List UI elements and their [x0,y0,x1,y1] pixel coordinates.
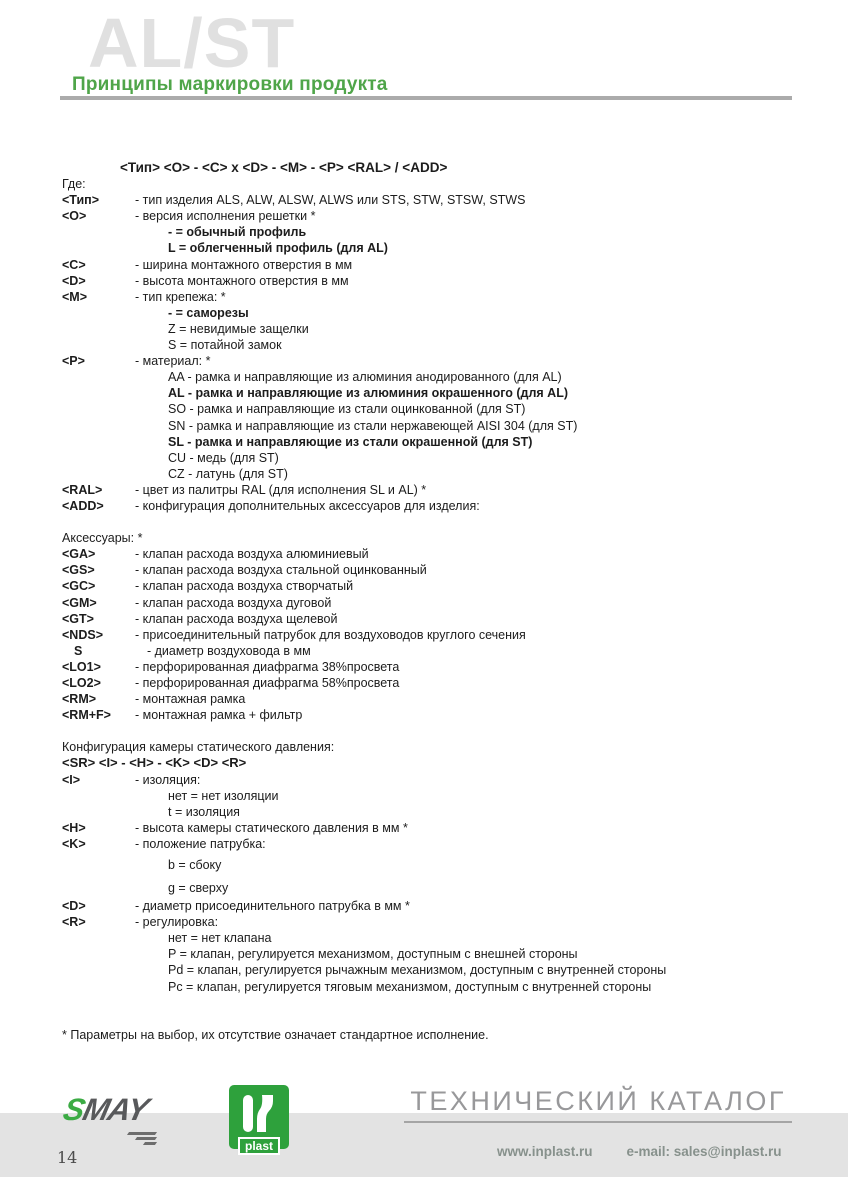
param-description: - высота монтажного отверстия в мм [135,273,349,288]
param-description: - перфорированная диафрагма 58%просвета [135,676,400,690]
text-line: AA - рамка и направляющие из алюминия анодированного (для AL) [168,370,562,385]
text-line: t = изоляция [168,804,240,819]
param-tag: <RM> [62,692,97,707]
definition-row [62,482,807,498]
param-description: - клапан расхода воздуха щелевой [135,611,338,626]
text-line: CZ - латунь (для ST) [168,466,288,481]
definition-row [62,273,807,289]
definition-row [62,691,807,707]
smay-logo [60,1094,150,1125]
definition-row [62,707,807,723]
param-tag: <GM> [62,595,97,610]
plast-logo [229,1085,289,1153]
definition-row [62,289,807,305]
definition-row [62,627,807,643]
definition-row [62,914,807,930]
definition-row [62,498,807,514]
text-line: Где: [62,177,86,192]
param-description: - положение патрубка: [135,836,266,851]
param-description: - ширина монтажного отверстия в мм [135,257,353,272]
text-line: Pc = клапан, регулируется тяговым механизмом, доступным с внутренней стороны [168,979,652,994]
param-description: - конфигурация дополнительных аксессуаров для изделия: [135,498,480,513]
text-line: L = облегченный профиль (для AL) [168,241,388,256]
definition-row [62,659,807,675]
definition-row [62,353,807,369]
page-number: 14 [57,1148,78,1167]
text-line: SL - рамка и направляющие из стали окрашенной (для ST) [168,434,533,449]
text-line: Аксессуары: * [62,531,143,546]
blank-line [62,723,807,739]
text-line: - = обычный профиль [168,225,307,240]
text-line: Pd = клапан, регулируется рычажным механизмом, доступным с внутренней стороны [168,963,667,978]
param-tag: <I> [62,772,81,787]
param-tag: <GT> [62,611,94,626]
marking-formula: <Тип> <O> - <C> x <D> - <M> - <P> <RAL> / <ADD> [120,160,448,175]
definition-row [62,898,807,914]
text-line: * Параметры на выбор, их отсутствие означает стандартное исполнение. [62,1027,489,1042]
definition-row [62,208,807,224]
definition-row [62,192,807,208]
watermark: AL/ST [88,4,296,82]
param-tag: <LO1> [62,659,101,674]
text-line: Конфигурация камеры статического давления: [62,740,335,755]
param-tag: <K> [62,836,86,851]
blank-line [62,514,807,530]
definition-row [62,611,807,627]
text-line: S = потайной замок [168,338,282,353]
definition-row [62,595,807,611]
header-rule [60,96,792,100]
marking-formula: <SR> <I> - <H> - <K> <D> <R> [62,755,247,771]
text-line: AL - рамка и направляющие из алюминия окрашенного (для AL) [168,386,569,401]
param-description: - перфорированная диафрагма 38%просвета [135,659,400,674]
param-tag: <O> [62,209,87,224]
text-line: b = сбоку [168,858,222,873]
definition-row [62,772,807,788]
text-line: Z = невидимые защелки [168,321,309,336]
param-description: - присоединительный патрубок для воздуховодов круглого сечения [135,627,526,642]
param-tag: <D> [62,273,86,288]
catalog-title: ТЕХНИЧЕСКИЙ КАТАЛОГ [404,1086,792,1123]
param-tag: <ADD> [62,498,104,513]
definition-row [62,578,807,594]
param-tag: <GS> [62,563,95,578]
definition-row [62,836,807,852]
website-link[interactable]: www.inplast.ru [497,1144,593,1159]
param-tag: <RM+F> [62,708,111,723]
param-tag: <RAL> [62,482,103,497]
email-link[interactable]: e-mail: sales@inplast.ru [626,1144,782,1159]
param-description: - высота камеры статического давления в мм * [135,820,408,835]
definition-list [62,160,807,1043]
text-line: нет = нет изоляции [168,788,279,803]
param-description: - клапан расхода воздуха стальной оцинкованный [135,563,427,578]
plast-logo-label: plast [238,1137,280,1155]
param-tag: <R> [62,915,86,930]
smay-speed-lines-icon [128,1130,156,1145]
param-description: - клапан расхода воздуха дуговой [135,595,332,610]
definition-row [62,643,807,659]
param-description: - клапан расхода воздуха створчатый [135,579,354,594]
definition-row [62,675,807,691]
footer-links [497,1144,781,1159]
param-tag: <C> [62,257,86,272]
definition-row [62,546,807,562]
smay-logo-may: MAY [79,1092,152,1127]
blank-line [62,995,807,1011]
page-title: Принципы маркировки продукта [72,74,388,95]
param-tag: <M> [62,289,88,304]
text-line: g = сверху [168,881,229,896]
param-tag: <LO2> [62,676,101,690]
param-tag: <NDS> [62,627,103,642]
param-tag: S [74,643,83,658]
text-line: CU - медь (для ST) [168,450,279,465]
definition-row [62,562,807,578]
definition-row [62,820,807,836]
definition-row [62,257,807,273]
text-line: нет = нет клапана [168,931,272,946]
param-description: - клапан расхода воздуха алюминиевый [135,547,369,562]
text-line: - = саморезы [168,305,249,320]
param-tag: <GA> [62,547,96,562]
param-description: - цвет из палитры RAL (для исполнения SL и AL) * [135,482,427,497]
smay-logo-s: S [59,1092,88,1127]
param-description: - диаметр воздуховода в мм [147,643,311,658]
text-line: SO - рамка и направляющие из стали оцинкованной (для ST) [168,402,526,417]
param-description: - регулировка: [135,915,219,930]
param-description: - монтажная рамка + фильтр [135,708,303,723]
param-tag: <Тип> [62,193,99,208]
param-description: - версия исполнения решетки * [135,209,316,224]
text-line: SN - рамка и направляющие из стали нержавеющей AISI 304 (для ST) [168,418,578,433]
param-tag: <H> [62,820,86,835]
text-line: P = клапан, регулируется механизмом, доступным с внешней стороны [168,947,578,962]
param-description: - материал: * [135,354,211,369]
param-description: - тип изделия ALS, ALW, ALSW, ALWS или STS, STW, STSW, STWS [135,193,526,208]
param-description: - изоляция: [135,772,201,787]
param-tag: <P> [62,354,85,369]
param-description: - тип крепежа: * [135,289,226,304]
param-tag: <GC> [62,579,96,594]
param-tag: <D> [62,899,86,914]
param-description: - монтажная рамка [135,692,246,707]
param-description: - диаметр присоединительного патрубка в мм * [135,899,410,914]
